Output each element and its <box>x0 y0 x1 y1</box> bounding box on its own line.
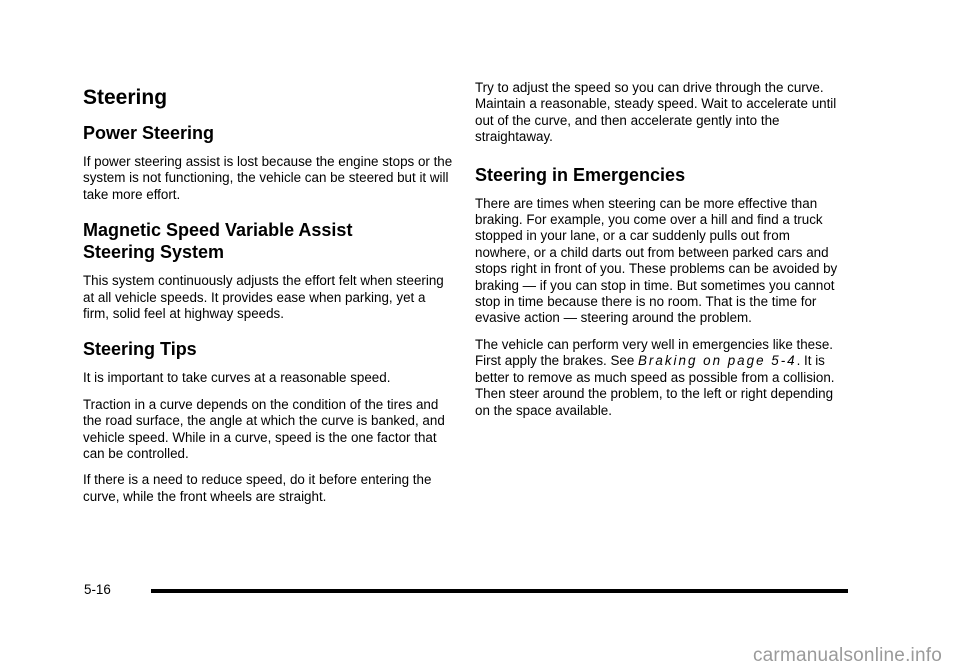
steering-tips-paragraph-2: Traction in a curve depends on the condition of the tires and the road surface, the angle at which the curve is banked, and vehicle speed. While in a curve, speed is the one factor that can be controlled. <box>83 396 445 462</box>
steering-tips-heading: Steering Tips <box>83 339 197 360</box>
magnetic-assist-heading <box>83 219 453 263</box>
braking-page-reference-link[interactable]: Braking on page 5‑4 <box>638 353 797 369</box>
emergencies-paragraph-2-start: The vehicle can perform very well in emergencies like these. First apply the brakes. See <box>475 336 833 369</box>
page-number: 5-16 <box>84 582 111 597</box>
steering-tips-paragraph-3: If there is a need to reduce speed, do it before entering the curve, while the front wheels are straight. <box>83 472 432 504</box>
power-steering-heading: Power Steering <box>83 123 215 143</box>
magnetic-assist-heading-line1: Magnetic Speed Variable Assist <box>83 220 353 241</box>
magnetic-assist-body: This system continuously adjusts the effort felt when steering at all vehicle speeds. It provides ease when parking, yet a firm, solid feel at highway speeds. <box>83 273 444 322</box>
steering-tips-paragraph-1: It is important to take curves at a reasonable speed. <box>83 370 391 386</box>
emergencies-paragraph-2-end: . It is better to remove as much speed as possible from a collision. Then steer around the problem, to the left or right depending on the space available. <box>475 353 835 418</box>
section-title: Steering <box>83 86 168 109</box>
emergencies-heading: Steering in Emergencies <box>475 164 686 185</box>
right-column <box>475 80 845 429</box>
magnetic-assist-heading-line2: Steering System <box>83 242 225 263</box>
power-steering-body: If power steering assist is lost because the engine stops or the system is not functioning, the vehicle can be steered but it will take more effort. <box>83 154 453 202</box>
emergencies-paragraph-1: There are times when steering can be more effective than braking. For example, you come over a hill and find a truck stopped in your lane, or a car suddenly pulls out from nowhere, or a child darts out from between parked cars and stops right in front of you. These problems can be avoided by braking — if you can stop in time. But sometimes you cannot stop in time because there is no room. That is the time for evasive action — steering around the problem. <box>475 195 838 326</box>
footer-rule <box>151 589 848 593</box>
curve-speed-paragraph: Try to adjust the speed so you can drive through the curve. Maintain a reasonable, steady speed. Wait to accelerate until out of the curve, and then accelerate gently into the straightaway. <box>475 80 837 145</box>
emergencies-paragraph-2 <box>475 337 845 419</box>
left-column <box>83 80 453 515</box>
watermark: carmanualsonline.info <box>752 645 942 666</box>
